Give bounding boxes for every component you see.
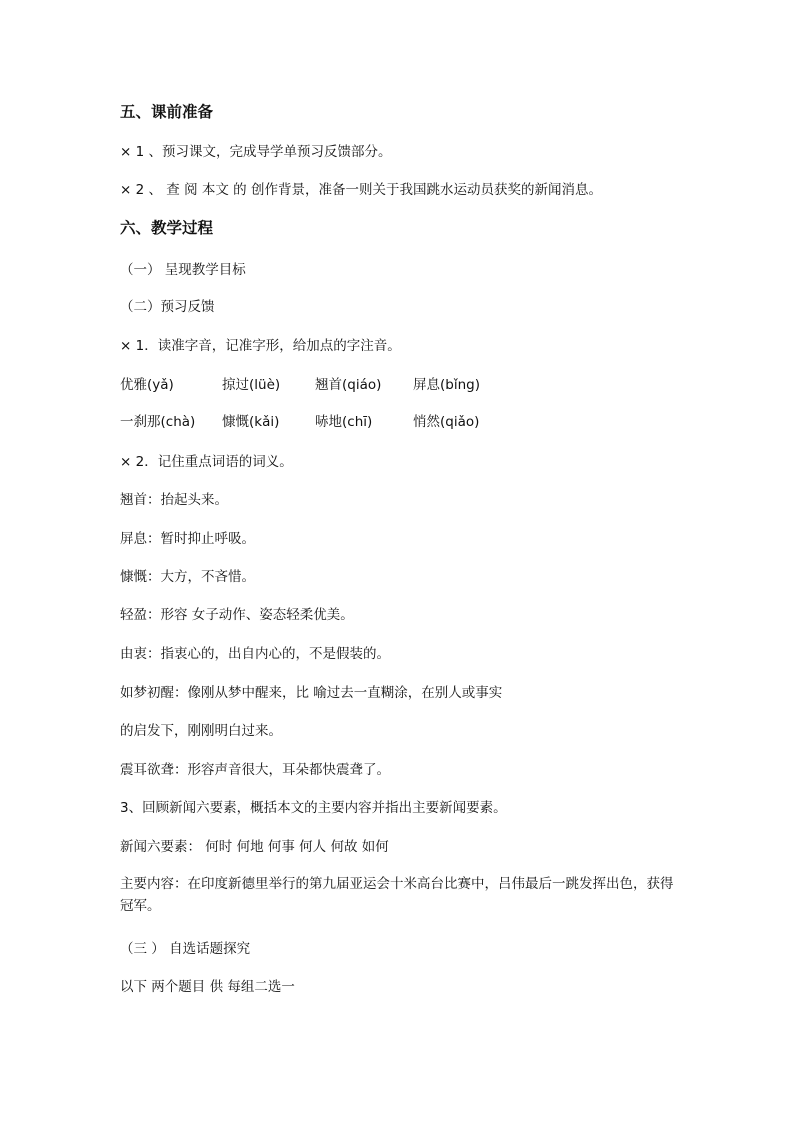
- prep-item-1: × 1 、预习课文，完成导学单预习反馈部分。: [120, 144, 392, 160]
- prep-item-2: × 2 、 查 阅 本文 的 创作背景，准备一则关于我国跳水运动员获奖的新闻消息。: [120, 182, 602, 198]
- definition-qingying: 轻盈：形容 女子动作、姿态轻柔优美。: [120, 607, 354, 623]
- pinyin-row-2: [120, 413, 479, 431]
- pinyin-row-1: [120, 376, 480, 394]
- pinyin-word: 慷慨(kǎi): [222, 414, 280, 430]
- question-news-elements: 3、回顾新闻六要素，概括本文的主要内容并指出主要新闻要素。: [120, 800, 507, 816]
- pinyin-word: 优雅(yǎ): [120, 377, 174, 393]
- subsection-topic-inquiry: （三 ） 自选话题探究: [120, 941, 251, 957]
- definition-bingxi: 屏息：暂时抑止呼吸。: [120, 531, 255, 547]
- definition-kangkai: 慷慨：大方，不吝惜。: [120, 569, 255, 585]
- pinyin-word: 悄然(qiǎo): [413, 414, 480, 430]
- definition-rumengchuxing-line2: 的启发下，刚刚明白过来。: [120, 723, 282, 739]
- subsection-goals: （一） 呈现教学目标: [120, 262, 246, 278]
- subsection-preview-feedback: （二）预习反馈: [120, 299, 215, 315]
- pinyin-word: 掠过(lüè): [222, 377, 281, 393]
- main-content-summary: 主要内容：在印度新德里举行的第九届亚运会十米高台比赛中，吕伟最后一跳发挥出色，获得冠军。: [120, 876, 674, 914]
- pinyin-word: 屏息(bǐng): [413, 377, 480, 393]
- definition-qiaoshou: 翘首：抬起头来。: [120, 492, 228, 508]
- pinyin-word: 翘首(qiáo): [315, 377, 382, 393]
- section-heading-process: 六、教学过程: [120, 219, 214, 237]
- definition-rumengchuxing-line1: 如梦初醒：像刚从梦中醒来，比 喻过去一直糊涂，在别人或事实: [120, 685, 503, 701]
- question-pronunciation: × 1．读准字音，记准字形，给加点的字注音。: [120, 338, 401, 354]
- topic-choice-note: 以下 两个题目 供 每组二选一: [120, 979, 295, 995]
- pinyin-word: 一刹那(chà): [120, 414, 196, 430]
- definition-zhenueryulong: 震耳欲聋：形容声音很大，耳朵都快震聋了。: [120, 762, 390, 778]
- pinyin-word: 哧地(chī): [315, 414, 373, 430]
- question-vocabulary: × 2．记住重点词语的词义。: [120, 454, 293, 470]
- definition-youzhong: 由衷：指衷心的，出自内心的，不是假装的。: [120, 646, 390, 662]
- section-heading-preparation: 五、课前准备: [120, 103, 214, 121]
- news-six-elements: 新闻六要素： 何时 何地 何事 何人 何故 如何: [120, 839, 389, 855]
